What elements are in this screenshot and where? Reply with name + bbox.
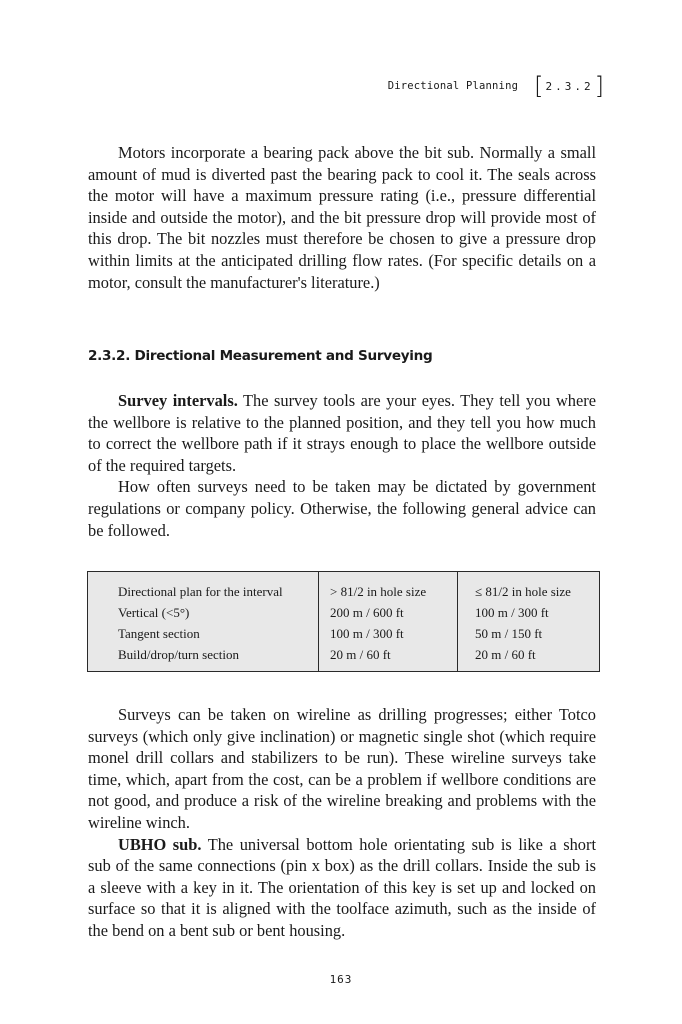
- survey-intervals-text: The survey tools are your eyes. They tell you where the wellbore is relative to the planned position, and they tell you how much to correct the wellbore path if it strays enough to place the wellbore outside of the required targets.: [88, 391, 596, 475]
- wireline-section: [88, 704, 596, 942]
- table-cell: Tangent section: [118, 626, 200, 641]
- section-heading: 2.3.2. Directional Measurement and Surveying: [88, 348, 433, 364]
- running-header: [388, 74, 604, 98]
- table-cell: 200 m / 600 ft: [330, 605, 404, 620]
- header-bracket-left: [: [534, 72, 544, 100]
- survey-intervals-lead: Survey intervals.: [118, 391, 238, 410]
- table-column-large-hole: [319, 572, 458, 671]
- table-cell: 50 m / 150 ft: [475, 626, 543, 641]
- page-number: 163: [329, 973, 353, 986]
- table-column-small-hole: [458, 572, 600, 671]
- table-cell-header-small-hole: ≤ 81/2 in hole size: [475, 584, 571, 599]
- header-section-number: 2.3.2: [545, 79, 594, 93]
- table-cell: 20 m / 60 ft: [475, 647, 536, 662]
- table-cell-header-plan: Directional plan for the interval: [118, 584, 283, 599]
- motors-section: [88, 142, 596, 293]
- table-cell-header-large-hole: > 81/2 in hole size: [330, 584, 427, 599]
- table-cell: 100 m / 300 ft: [330, 626, 404, 641]
- survey-intervals-paragraph: [88, 390, 596, 476]
- header-title: Directional Planning: [387, 80, 519, 92]
- ubho-lead: UBHO sub.: [118, 834, 202, 854]
- header-bracket-right: ]: [594, 72, 604, 100]
- wireline-paragraph: Surveys can be taken on wireline as drilling progresses; either Totco surveys (which only give inclination) or magnetic single shot (which require monel drill collars and stabilizers to be run). These wireline surveys take time, which, apart from the cost, can be a problem if wellbore conditions are not good, and produce a risk of the wireline breaking and problems with the wireline winch.: [88, 705, 596, 832]
- table-column-plan: [88, 572, 319, 671]
- ubho-paragraph: [88, 834, 596, 942]
- table-cell: 100 m / 300 ft: [475, 605, 549, 620]
- survey-interval-table: [87, 571, 600, 672]
- table-cell: 20 m / 60 ft: [330, 647, 391, 662]
- survey-intervals-section: [88, 390, 596, 541]
- motors-paragraph: Motors incorporate a bearing pack above the bit sub. Normally a small amount of mud is diverted past the bearing pack to cool it. The seals across the motor will have a maximum pressure rating (i.e., pressure differential inside and outside the motor), and the bit pressure drop will provide most of this drop. The bit nozzles must therefore be chosen to give a pressure drop within limits at the anticipated drilling flow rates. (For specific details on a motor, consult the manufacturer's literature.): [88, 143, 596, 292]
- ubho-text: The universal bottom hole orientating sub is like a short sub of the same connections (pin x box) as the drill collars. Inside the sub is a sleeve with a key in it. The orientation of this key is set up and locked on surface so that it is aligned with the toolface azimuth, such as the inside of the bend on a bent sub or bent housing.: [88, 834, 596, 940]
- table-cell: Build/drop/turn section: [118, 647, 239, 662]
- table-cell: Vertical (<5°): [118, 605, 190, 620]
- survey-frequency-paragraph: How often surveys need to be taken may be dictated by government regulations or company policy. Otherwise, the following general advice can be followed.: [88, 477, 596, 540]
